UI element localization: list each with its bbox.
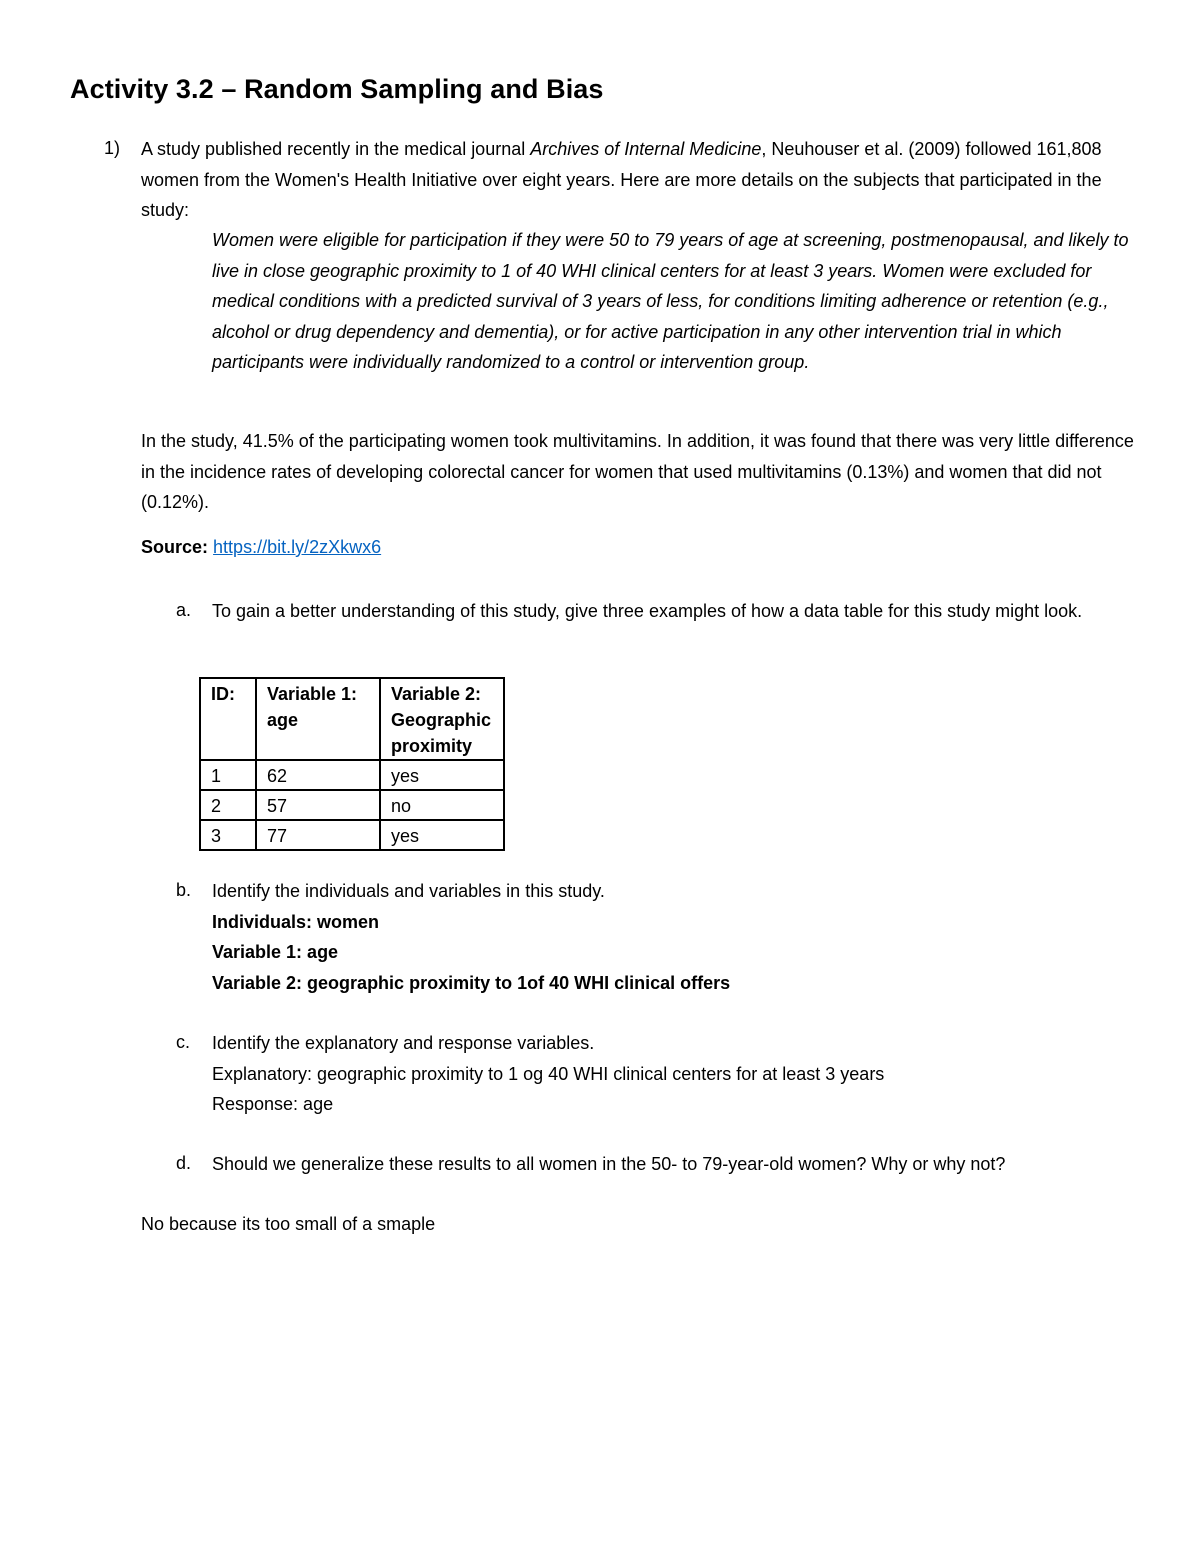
table-header-cell: Variable 2: Geographic proximity xyxy=(380,678,504,760)
table-cell: yes xyxy=(380,760,504,790)
example-data-table xyxy=(199,677,505,851)
question-number: 1) xyxy=(104,138,121,158)
part-c-block xyxy=(212,1028,1142,1120)
study-findings: In the study, 41.5% of the participating women took multivitamins. In addition, it was found that there was very little difference in the incidence rates of developing colorectal cancer for women that used multivitamins (0.13%) and women that did not (0.12%). xyxy=(141,431,1134,512)
table-row xyxy=(200,760,504,790)
table-cell: 77 xyxy=(256,820,380,850)
table-cell: no xyxy=(380,790,504,820)
intro-text-b: , Neuhouser et al. (2009) followed 161,808 women from the Women's Health Initiative over eight years. Here are more details on the subjects that participated in the study: xyxy=(141,139,1102,220)
table-row xyxy=(200,790,504,820)
part-d-answer: No because its too small of a smaple xyxy=(141,1214,436,1234)
variable-2-answer: Variable 2: geographic proximity to 1of 40 WHI clinical offers xyxy=(212,972,731,993)
journal-name: Archives of Internal Medicine xyxy=(530,139,762,159)
part-a-letter: a. xyxy=(176,600,192,620)
table-cell: 62 xyxy=(256,760,380,790)
intro-text-a: A study published recently in the medical journal xyxy=(141,139,531,159)
table-cell: 1 xyxy=(200,760,256,790)
table-header-cell: Variable 1: age xyxy=(256,678,380,760)
page-title: Activity 3.2 – Random Sampling and Bias xyxy=(70,74,604,104)
part-a-prompt: To gain a better understanding of this study, give three examples of how a data table for this study might look. xyxy=(212,601,1083,621)
eligibility-quote: Women were eligible for participation if they were 50 to 79 years of age at screening, postmenopausal, and likely to live in close geographic proximity to 1 of 40 WHI clinical centers for at least 3 years. Women were excluded for medical conditions with a predicted survival of 3 years of less, for conditions limiting adherence or retention (e.g., alcohol or drug dependency and dementia), or for active participation in any other intervention trial in which participants were individually randomized to a control or intervention group. xyxy=(212,230,1129,372)
table-cell: 57 xyxy=(256,790,380,820)
source-label: Source: xyxy=(141,537,209,557)
table-cell: yes xyxy=(380,820,504,850)
table-cell: 3 xyxy=(200,820,256,850)
table-cell: 2 xyxy=(200,790,256,820)
part-c-letter: c. xyxy=(176,1032,191,1052)
question-intro xyxy=(141,134,1141,226)
explanatory-answer: Explanatory: geographic proximity to 1 og 40 WHI clinical centers for at least 3 years xyxy=(212,1063,885,1084)
source-line xyxy=(141,537,381,558)
part-b-letter: b. xyxy=(176,880,192,900)
part-b-block xyxy=(212,876,1142,998)
source-link[interactable]: https://bit.ly/2zXkwx6 xyxy=(213,537,382,557)
table-row xyxy=(200,820,504,850)
table-header-cell: ID: xyxy=(200,678,256,760)
part-d-prompt: Should we generalize these results to all women in the 50- to 79-year-old women? Why or why not? xyxy=(212,1154,1006,1174)
response-answer: Response: age xyxy=(212,1094,334,1114)
individuals-answer: Individuals: women xyxy=(212,911,380,932)
part-d-letter: d. xyxy=(176,1153,192,1173)
table-header-row xyxy=(200,678,504,760)
part-b-prompt: Identify the individuals and variables in this study. xyxy=(212,881,605,901)
variable-1-answer: Variable 1: age xyxy=(212,942,339,962)
part-c-prompt: Identify the explanatory and response variables. xyxy=(212,1033,595,1053)
